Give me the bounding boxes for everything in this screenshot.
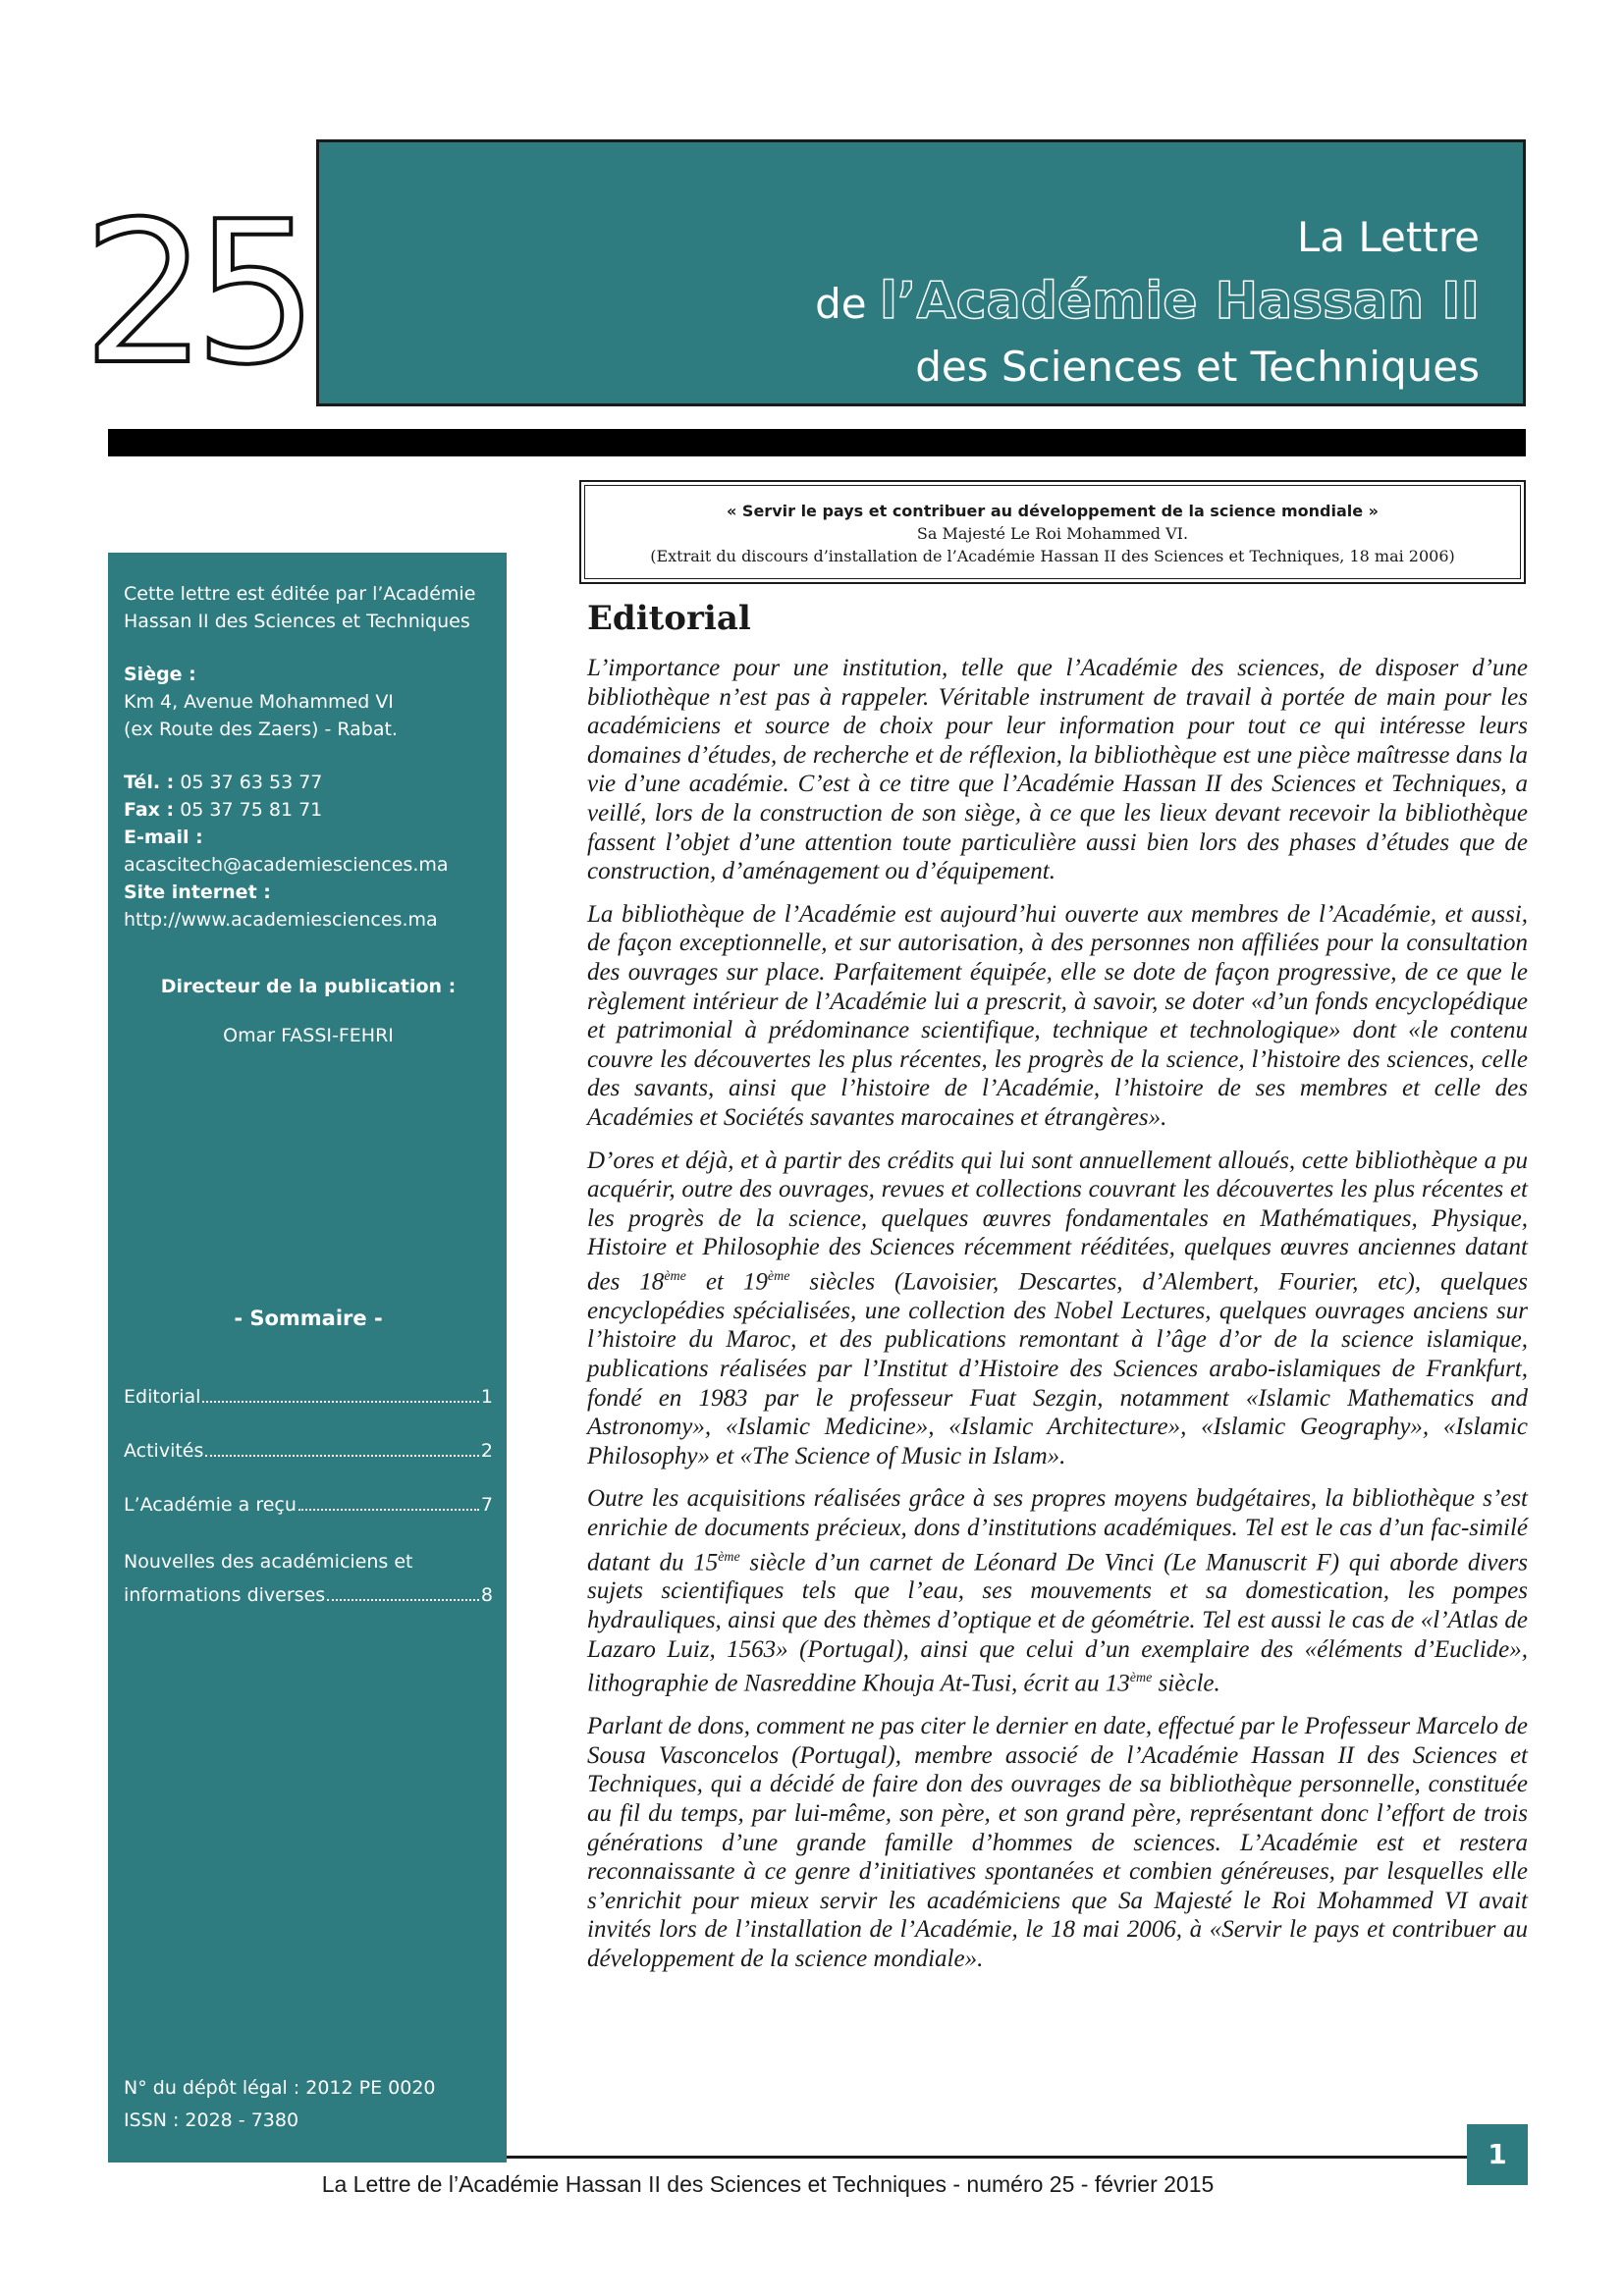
depot-legal: N° du dépôt légal : 2012 PE 0020 (124, 2077, 436, 2099)
director-label: Directeur de la publication : (160, 976, 457, 997)
p4-part-b: siècle d’un carnet de Léonard De Vinci (Le Manuscrit F) qui aborde divers sujets scientifiques tels que l’eau, ses mouvements et sa domestication, les pompes hydrauliques, ainsi que des thèmes d’optique et de géométrie. Tel est aussi le cas de «l’Atlas de Lazaro Luiz, 1563» (Portugal), ainsi que celui d’un exemplaire des «éléments d’Euclide», lithographie de Nasreddine Khouja At-Tusi, écrit au 13 (587, 1548, 1528, 1697)
toc-label: L’Académie a reçu (124, 1494, 297, 1516)
email-link[interactable]: acascitech@academiesciences.ma (124, 854, 449, 876)
fax-value: 05 37 75 81 71 (180, 799, 323, 821)
toc-page: 1 (480, 1386, 493, 1408)
toc-leader (298, 1509, 479, 1511)
tel-label: Tél. : (124, 772, 175, 793)
toc-label: Editorial (124, 1386, 201, 1408)
sidebar-legal (124, 2072, 436, 2137)
quote-source: (Extrait du discours d’installation de l’Académie Hassan II des Sciences et Techniques, 18 mai 2006) (650, 547, 1455, 565)
toc-item-academie-a-recu[interactable] (124, 1491, 493, 1519)
footer-rule (507, 2156, 1469, 2159)
p3-part-c: siècles (Lavoisier, Descartes, d’Alembert, Fourier, etc), quelques encyclopédies spécialisées, une collection des Nobel Lectures, quelques ouvrages anciens sur l’histoire du Maroc, et des publications remontant à l’âge d’or de la science islamique, publications réalisées par l’Institut d’Histoire des Sciences arabo-islamiques de Frankfurt, fondé en 1983 par le professeur Fuat Sezgin, notamment «Islamic Mathematics and Astronomy», «Islamic Medicine», «Islamic Architecture», «Islamic Geography», «Islamic Philosophy» et «The Science of Music in Islam». (587, 1268, 1528, 1469)
tel-value: 05 37 63 53 77 (180, 772, 323, 793)
sidebar (108, 553, 507, 2163)
p3-sup-2: ème (767, 1268, 790, 1284)
editorial-paragraph-3 (587, 1147, 1528, 1471)
siege-label: Siège : (124, 664, 196, 685)
p3-part-a: D’ores et déjà, et à partir des crédits qui lui sont annuellement alloués, cette bibliothèque a pu acquérir, outre des ouvrages, revues et collections couvrant les découvertes les plus récentes et les progrès de la science, quelques œuvres fondamentales en Mathématiques, Physique, Histoire et Philosophie des Sciences récemment rééditées, quelques œuvres anciennes datant des 18 (587, 1147, 1528, 1296)
siege-address-2: (ex Route des Zaers) - Rabat. (124, 719, 398, 740)
quote-text: « Servir le pays et contribuer au développement de la science mondiale » (727, 502, 1379, 520)
masthead-academy-name: l’Académie Hassan II (879, 272, 1480, 331)
toc-item-activites[interactable] (124, 1437, 493, 1465)
website-link[interactable]: http://www.academiesciences.ma (124, 909, 438, 931)
email-label: E-mail : (124, 827, 203, 848)
fax-label: Fax : (124, 799, 175, 821)
toc-label-line1: Nouvelles des académiciens et (124, 1551, 413, 1573)
quote-author: Sa Majesté Le Roi Mohammed VI. (916, 524, 1189, 543)
toc-page: 2 (480, 1440, 493, 1462)
fax-row (124, 796, 493, 824)
toc-item-nouvelles[interactable] (124, 1545, 493, 1612)
p3-part-b: et 19 (685, 1268, 768, 1296)
toc-label-line2: informations diverses (124, 1584, 326, 1606)
toc-label: Activités (124, 1440, 204, 1462)
masthead-line2-prefix: de (815, 280, 867, 328)
footer-text: La Lettre de l’Académie Hassan II des Sciences et Techniques - numéro 25 - février 2015 (321, 2171, 1215, 2197)
issn: ISSN : 2028 - 7380 (124, 2109, 299, 2131)
toc-item-editorial[interactable] (124, 1383, 493, 1411)
p4-part-c: siècle. (1152, 1670, 1220, 1697)
sommaire-title: - Sommaire - (234, 1307, 383, 1330)
editorial-paragraph-5: Parlant de dons, comment ne pas citer le dernier en date, effectué par le Professeur Marcelo de Sousa Vasconcelos (Portugal), membre associé de l’Académie Hassan II des Sciences et Techniques, qui a décidé de faire don des ouvrages de sa bibliothèque personnelle, constituée au fil du temps, par lui-même, son père, et son grand père, représentant donc l’effort de trois générations d’une grande famille d’hommes de sciences. L’Académie est et restera reconnaissante à ce genre d’initiatives spontanées et combien généreuses, par lesquelles elle s’enrichit pour mieux servir les académiciens que Sa Majesté le Roi Mohammed VI avait invités lors de l’installation de l’Académie, le 18 mai 2006, à «Servir le pays et contribuer au développement de la science mondiale». (587, 1713, 1528, 1972)
page-footer (0, 2171, 1624, 2198)
toc-leader (327, 1599, 479, 1601)
issue-number-text: 25 (82, 192, 305, 389)
editorial-paragraph-1: L’importance pour une institution, telle que l’Académie des sciences, de disposer d’une bibliothèque n’est pas à rappeler. Véritable instrument de travail à portée de main pour les académiciens et source de choix pour leur information pour tout ce qui intéresse leurs domaines d’études, de recherche et de réflexion, la bibliothèque est une pièce maîtresse dans la vie d’une académie. C’est à ce titre que l’Académie Hassan II des Sciences et Techniques, a veillé, lors de la construction de son siège, à ce que les lieux devant recevoir la bibliothèque fassent l’objet d’une attention toute particulière aussi bien lors des phases d’études que de construction, d’aménagement ou d’équipement. (587, 655, 1528, 885)
header-divider-bar (108, 429, 1526, 456)
p4-part-a: Outre les acquisitions réalisées grâce à ses propres moyens budgétaires, la bibliothèque s’est enrichie de documents précieux, dons d’institutions académiques. Tel est le cas d’un fac-similé datant du 15 (587, 1485, 1528, 1575)
director-name: Omar FASSI-FEHRI (223, 1025, 394, 1046)
p3-sup-1: ème (664, 1268, 686, 1284)
masthead-line2 (815, 272, 1480, 331)
royal-quote-inner (584, 485, 1521, 579)
toc-leader (202, 1401, 478, 1403)
editorial-paragraph-2: La bibliothèque de l’Académie est aujourd’hui ouverte aux membres de l’Académie, et aussi, de façon exceptionnelle, et sur autorisation, à des personnes non affiliées pour la consultation des ouvrages sur place. Parfaitement équipée, elle se dote de façon progressive, de ce que le règlement intérieur de l’Académie lui a prescrit, à savoir, se doter «d’un fonds encyclopédique et patrimonial à prédominance scientifique, technique et technologique» dont «le contenu couvre les découvertes les plus récentes, les progrès de la science, l’histoire des sciences, celle des savants, ainsi que l’histoire de l’Académie, l’histoire de ses membres et celle des Académies et Sociétés savantes marocaines et étrangères». (587, 900, 1528, 1131)
tel-row (124, 769, 493, 796)
masthead-line1: La Lettre (1296, 213, 1480, 261)
p4-sup-1: ème (718, 1549, 740, 1565)
toc-page: 7 (480, 1494, 493, 1516)
toc-page: 8 (480, 1584, 493, 1606)
editorial-paragraph-4 (587, 1484, 1528, 1698)
website-label: Site internet : (124, 881, 271, 903)
masthead (316, 139, 1526, 406)
royal-quote-box (579, 480, 1526, 584)
issue-number (82, 192, 318, 389)
editorial-body (587, 654, 1528, 1988)
page-number-badge: 1 (1467, 2124, 1528, 2185)
p4-sup-2: ème (1129, 1671, 1153, 1686)
siege-address-1: Km 4, Avenue Mohammed VI (124, 691, 394, 713)
editorial-title: Editorial (587, 599, 751, 638)
masthead-line3: des Sciences et Techniques (915, 343, 1480, 391)
toc-row-last (124, 1578, 493, 1612)
toc-leader (205, 1455, 479, 1457)
publisher-intro: Cette lettre est éditée par l’Académie Hassan II des Sciences et Techniques (124, 583, 476, 632)
